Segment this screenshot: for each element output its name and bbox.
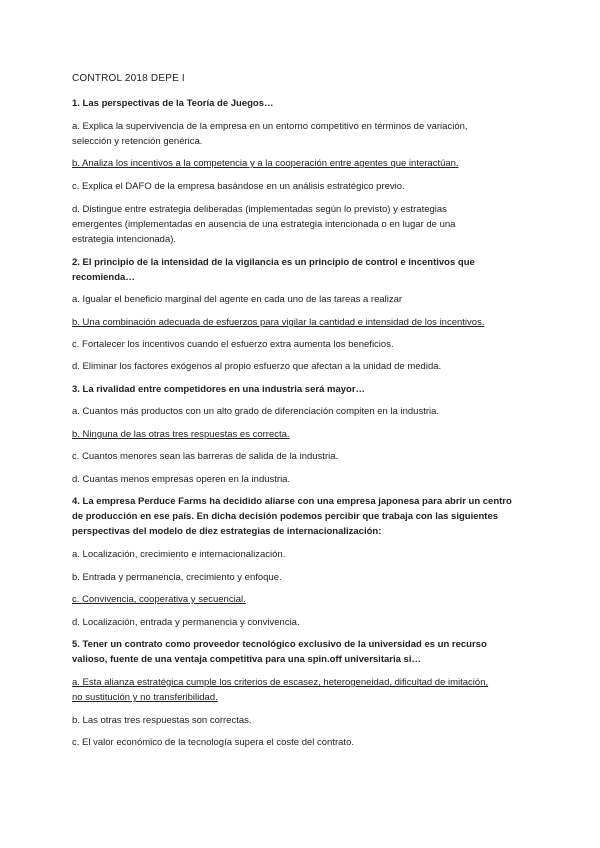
question-5-option-b: b. Las otras tres respuestas son correctas.	[72, 715, 252, 726]
question-5-title-cont: valioso, fuente de una ventaja competitiva para una spin.off universitaria si…	[72, 654, 421, 665]
question-4-title-cont-2: perspectivas del modelo de diez estrategias de internacionalización:	[72, 526, 382, 537]
question-1-option-d-cont-2: estrategia intencionada).	[72, 234, 177, 245]
question-4-option-d: d. Localización, entrada y permanencia y convivencia.	[72, 617, 300, 628]
question-2-title: 2. El principio de la intensidad de la vigilancia es un principio de control e incentivos que	[72, 257, 475, 268]
question-2-option-d: d. Eliminar los factores exógenos al propio esfuerzo que afectan a la unidad de medida.	[72, 361, 442, 372]
question-1-option-a: a. Explica la supervivencia de la empresa en un entorno competitivo en términos de variación,	[72, 121, 468, 132]
question-4-option-c	[72, 592, 542, 608]
question-2-option-a: a. Igualar el beneficio marginal del agente en cada uno de las tareas a realizar	[72, 294, 403, 305]
question-2-option-b	[72, 315, 542, 331]
question-2-option-c: c. Fortalecer los incentivos cuando el esfuerzo extra aumenta los beneficios.	[72, 339, 394, 350]
question-5-option-a-text: a. Esta alianza estratégica cumple los criterios de escasez, heterogeneidad, dificultad de imitación,	[72, 677, 489, 688]
question-3-option-a: a. Cuantos más productos con un alto grado de diferenciación compiten en la industria.	[72, 406, 440, 417]
document-header: CONTROL 2018 DEPE I	[72, 73, 185, 84]
question-4-option-a: a. Localización, crecimiento e internacionalización.	[72, 549, 286, 560]
question-1-option-d: d. Distingue entre estrategia deliberadas (implementadas según lo previsto) y estrategias	[72, 204, 447, 215]
question-4-option-c-text: c. Convivencia, cooperativa y secuencial.	[72, 594, 246, 605]
question-1-option-b	[72, 156, 542, 172]
question-2-option-b-text: b. Una combinación adecuada de esfuerzos para vigilar la cantidad e intensidad de los incentivos.	[72, 317, 485, 328]
question-3-option-c: c. Cuantos menores sean las barreras de salida de la industria.	[72, 451, 339, 462]
question-4-option-b: b. Entrada y permanencia, crecimiento y enfoque.	[72, 572, 282, 583]
question-4-title: 4. La empresa Perduce Farms ha decidido aliarse con una empresa japonesa para abrir un centro	[72, 496, 512, 507]
question-5-title: 5. Tener un contrato como proveedor tecnológico exclusivo de la universidad es un recurso	[72, 639, 487, 650]
question-1-option-a-cont: selección y retención genérica.	[72, 136, 203, 147]
question-2-title-cont: recomienda…	[72, 272, 135, 283]
question-1-option-b-text: b. Analiza los incentivos a la competencia y a la cooperación entre agentes que interactúan.	[72, 158, 459, 169]
question-3-option-b	[72, 427, 542, 443]
question-1-option-d-cont-1: emergentes (implementadas en ausencia de una estrategia intencionada o en lugar de una	[72, 219, 456, 230]
question-3-option-b-text: b. Ninguna de las otras tres respuestas es correcta.	[72, 429, 290, 440]
question-3-title: 3. La rivalidad entre competidores en una industria será mayor…	[72, 384, 366, 395]
question-4-title-cont-1: de producción en ese país. En dicha decisión podemos percibir que trabaja con las siguientes	[72, 511, 499, 522]
question-5-option-a-text-cont: no sustitución y no transferibilidad.	[72, 692, 218, 703]
question-5-option-c: c. El valor económico de la tecnología supera el coste del contrato.	[72, 737, 354, 748]
question-1-title: 1. Las perspectivas de la Teoría de Juegos…	[72, 98, 274, 109]
question-3-option-d: d. Cuantas menos empresas operen en la industria.	[72, 474, 291, 485]
question-5-option-a	[72, 675, 542, 691]
question-1-option-c: c. Explica el DAFO de la empresa basándose en un análisis estratégico previo.	[72, 181, 405, 192]
question-5-option-a-cont	[72, 690, 542, 706]
